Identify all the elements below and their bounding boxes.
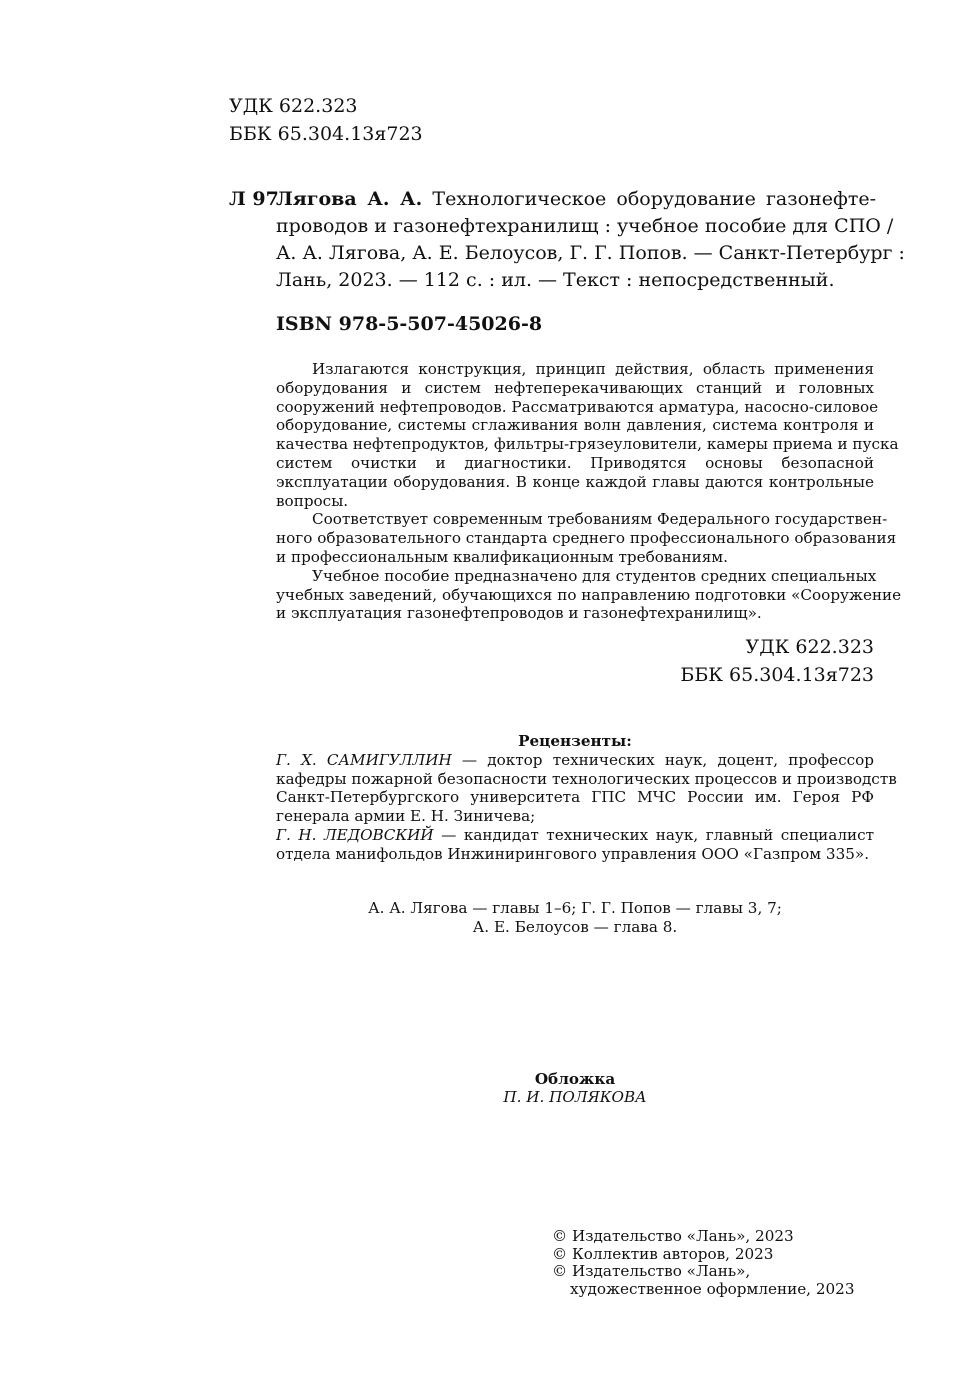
authorship-line: А. Е. Белоусов — глава 8. [472, 918, 678, 936]
copyright-line: художественное оформление, 2023 [570, 1279, 855, 1298]
cover-label: Обложка [534, 1070, 616, 1088]
bbk-code: ББК 65.304.13я723 [680, 664, 874, 686]
annotation-line: вопросы. [276, 491, 349, 510]
bib-line: Лань, 2023. — 112 с. : ил. — Текст : непосредственный. [276, 269, 835, 291]
annotation-line: Учебное пособие предназначено для студентов средних специальных [312, 566, 877, 585]
bib-author: Лягова А. А. [276, 188, 423, 210]
cover-designer: П. И. ПОЛЯКОВА [503, 1088, 647, 1106]
bib-line: А. А. Лягова, А. Е. Белоусов, Г. Г. Попов. — Санкт-Петербург : [276, 242, 905, 264]
reviewer-line: Санкт-Петербургского университета ГПС МЧС России им. Героя РФ [276, 788, 874, 807]
annotation-line: Соответствует современным требованиям Федерального государствен- [312, 510, 888, 529]
annotation-line: Излагаются конструкция, принцип действия, область применения [312, 360, 874, 378]
annotation-line: ного образовательного стандарта среднего профессионального образования [276, 529, 897, 548]
isbn: ISBN 978-5-507-45026-8 [276, 313, 543, 335]
reviewer-line: кафедры пожарной безопасности технологических процессов и производств [276, 769, 897, 788]
bbk-code: ББК 65.304.13я723 [229, 123, 423, 145]
reviewer-text: — доктор технических наук, доцент, профессор [451, 750, 874, 769]
reviewer-line [276, 826, 874, 845]
annotation-line: учебных заведений, обучающихся по направлению подготовки «Сооружение [276, 585, 902, 604]
copyright-block [552, 1228, 855, 1298]
reviewer-name: Г. Н. ЛЕДОВСКИЙ [276, 825, 434, 844]
annotation-line: систем очистки и диагностики. Приводятся основы безопасной [276, 453, 874, 472]
reviewer-name: Г. Х. САМИГУЛЛИН [276, 750, 452, 769]
bib-line [276, 186, 876, 213]
bottom-classification-codes [680, 633, 874, 689]
chapter-authorship [276, 899, 874, 937]
reviewer-line [276, 751, 874, 770]
copyright-line: © Издательство «Лань», 2023 [552, 1227, 794, 1245]
author-mark: Л 97 [229, 188, 279, 210]
copyright-line: © Коллектив авторов, 2023 [552, 1244, 774, 1263]
reviewer-line: генерала армии Е. Н. Зиничева; [276, 807, 536, 826]
reviewers-title: Рецензенты: [518, 732, 632, 750]
udk-code: УДК 622.323 [745, 636, 874, 658]
annotation [276, 360, 902, 623]
udk-code: УДК 622.323 [229, 95, 358, 117]
bib-line-text: Технологическое оборудование газонефте- [422, 188, 876, 210]
annotation-line: сооружений нефтепроводов. Рассматриваются арматура, насосно-силовое [276, 397, 879, 416]
annotation-line: качества нефтепродуктов, фильтры-грязеуловители, камеры приема и пуска [276, 435, 899, 454]
annotation-line: и эксплуатация газонефтепроводов и газонефтехранилищ». [276, 604, 762, 623]
annotation-line: эксплуатации оборудования. В конце каждой главы даются контрольные [276, 472, 874, 491]
bibliographic-record [276, 186, 905, 294]
cover-credit [276, 1070, 874, 1106]
authorship-line: А. А. Лягова — главы 1–6; Г. Г. Попов — главы 3, 7; [368, 899, 782, 917]
annotation-line: оборудования и систем нефтеперекачивающих станций и головных [276, 378, 874, 397]
annotation-line: оборудование, системы сглаживания волн давления, система контроля и [276, 416, 874, 435]
annotation-line: и профессиональным квалификационным требованиям. [276, 547, 728, 566]
copyright-line: © Издательство «Лань», [552, 1262, 751, 1280]
reviewers [276, 732, 897, 864]
reviewer-line: отдела манифольдов Инжинирингового управления ООО «Газпром 335». [276, 844, 870, 863]
reviewer-text: — кандидат технических наук, главный специалист [433, 825, 874, 844]
top-classification-codes [229, 92, 423, 148]
bib-line: проводов и газонефтехранилищ : учебное пособие для СПО / [276, 215, 894, 237]
